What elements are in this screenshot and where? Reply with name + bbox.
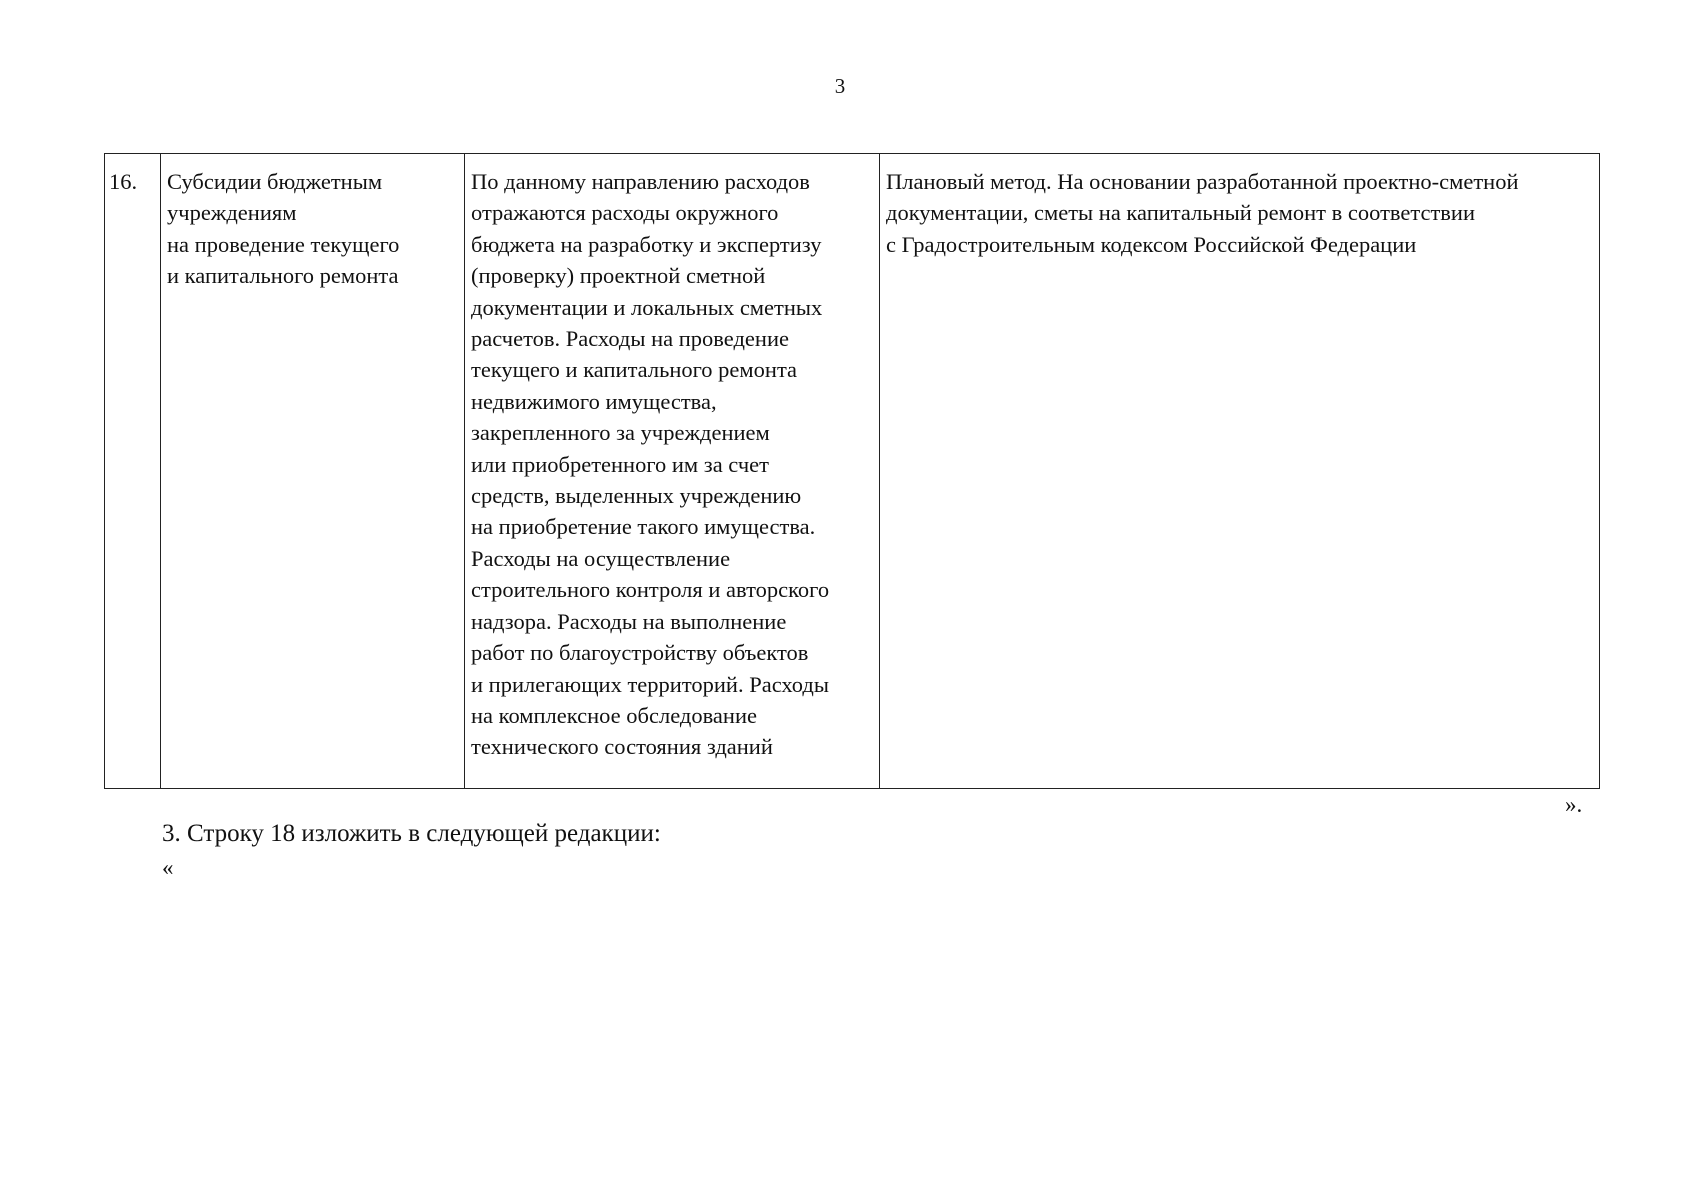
method-line: Плановый метод. На основании разработанной проектно-сметной (886, 169, 1519, 194)
description-line: недвижимого имущества, (471, 388, 717, 414)
description-line: документации и локальных сметных (471, 294, 823, 320)
description-line: отражаются расходы окружного (471, 200, 779, 226)
description-line: технического состояния зданий (471, 734, 773, 760)
description-line: расчетов. Расходы на проведение (471, 326, 789, 352)
description-line: или приобретенного им за счет (471, 451, 769, 477)
description-line: закрепленного за учреждением (471, 420, 770, 446)
description-line: строительного контроля и авторского (471, 577, 830, 603)
method-line: документации, сметы на капитальный ремонт в соответствии (886, 200, 1476, 226)
closing-quote: ». (1565, 792, 1583, 817)
name-line: на проведение текущего (167, 231, 400, 257)
description-line: средств, выделенных учреждению (471, 483, 802, 509)
budget-table (104, 153, 1600, 789)
row-number-cell: 16. (105, 154, 161, 789)
table-row (105, 154, 1600, 789)
method-line: с Градостроительным кодексом Российской Федерации (886, 231, 1417, 257)
name-line: Субсидии бюджетным (167, 169, 383, 194)
description-line: текущего и капитального ремонта (471, 357, 798, 383)
description-line: бюджета на разработку и экспертизу (471, 231, 822, 257)
opening-quote: « (162, 855, 174, 880)
description-line: и прилегающих территорий. Расходы (471, 671, 829, 697)
row-name-cell (161, 154, 465, 789)
description-line: работ по благоустройству объектов (471, 640, 809, 666)
instruction-paragraph: 3. Строку 18 изложить в следующей редакции: (162, 820, 661, 847)
name-line: учреждениям (167, 200, 297, 226)
name-line: и капитального ремонта (167, 263, 399, 289)
description-line: надзора. Расходы на выполнение (471, 608, 787, 634)
row-method-cell (880, 154, 1600, 789)
row-description-cell (465, 154, 880, 789)
description-line: По данному направлению расходов (471, 169, 810, 194)
description-line: Расходы на осуществление (471, 545, 731, 571)
description-line: (проверку) проектной сметной (471, 263, 766, 289)
description-line: на комплексное обследование (471, 702, 757, 728)
page-number: 3 (834, 74, 846, 98)
description-line: на приобретение такого имущества. (471, 514, 816, 540)
